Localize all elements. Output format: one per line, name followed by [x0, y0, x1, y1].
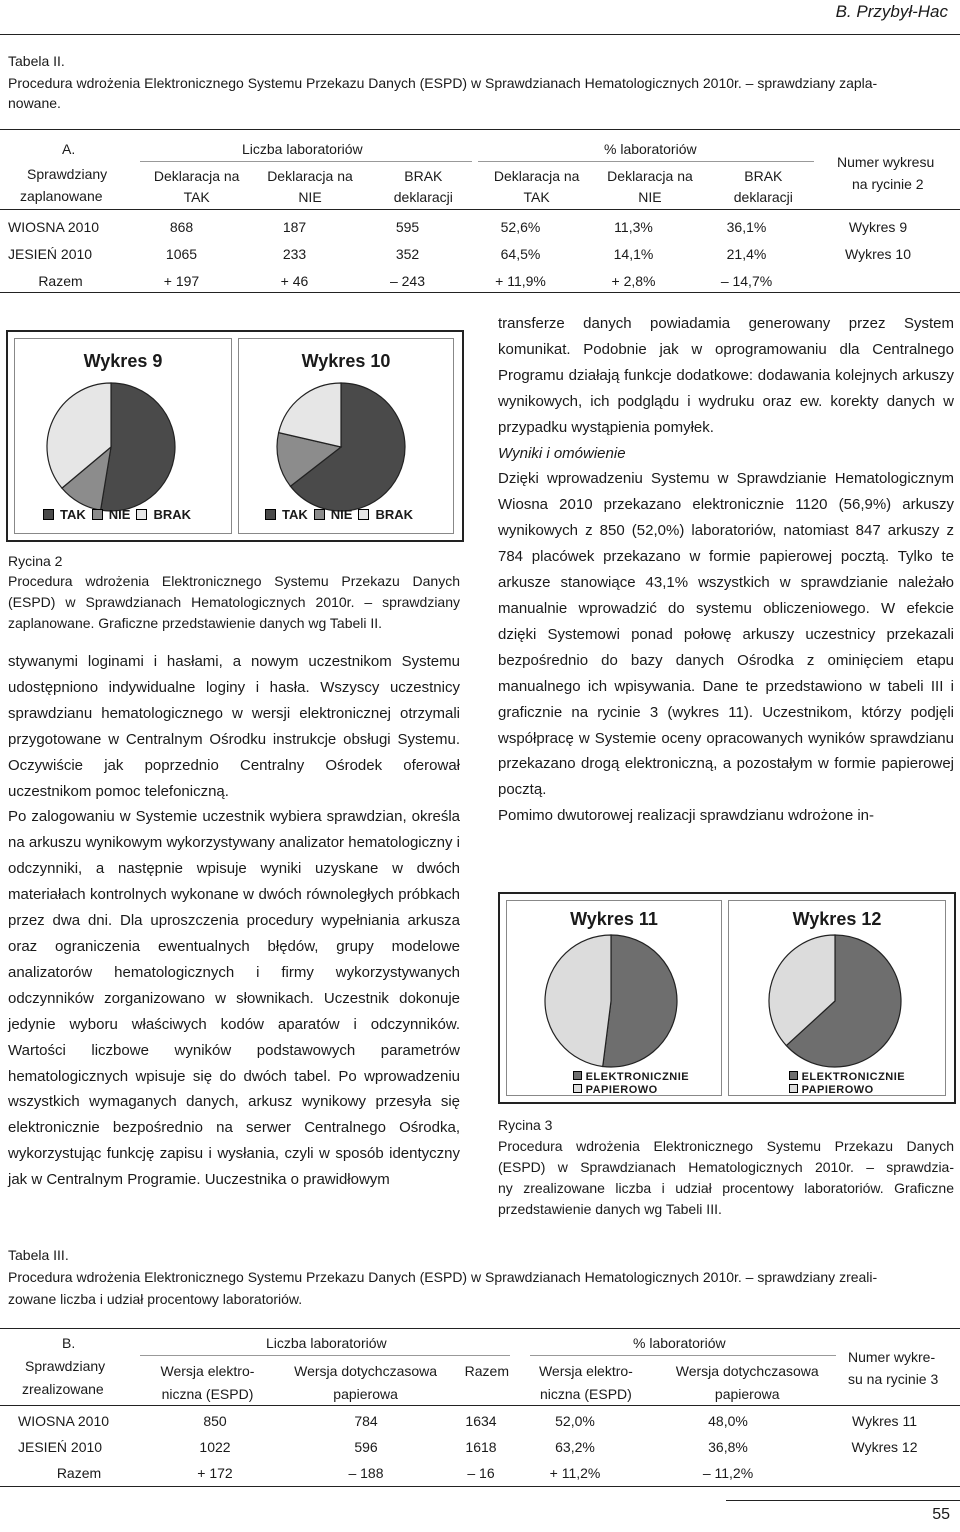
table2-cell: – 243	[389, 272, 426, 289]
table2-col-3b: deklaracji	[393, 188, 453, 205]
table3-cell: + 172	[197, 1465, 233, 1481]
table2-top-rule	[0, 129, 960, 130]
table3-cell: – 188	[348, 1465, 384, 1481]
left-column-text	[8, 649, 460, 1193]
table3-cell: 36,8%	[708, 1439, 748, 1455]
table2-group-rule-pct	[478, 161, 814, 162]
table3-rowhead-2: zrealizowane	[22, 1381, 104, 1397]
table-row	[8, 1408, 953, 1434]
chart-title: Wykres 9	[83, 351, 163, 371]
pie-chart-12	[729, 931, 945, 1071]
table2-col-6a: BRAK	[744, 167, 783, 184]
header-rule	[0, 34, 960, 35]
legend-row	[573, 1084, 689, 1097]
table-row	[8, 1460, 953, 1486]
figure2-frame	[6, 330, 464, 542]
chart-legend	[789, 1071, 905, 1097]
table2-ref	[803, 267, 953, 294]
left-paragraph-1: stywanymi loginami i hasłami, a nowym uczestnikom Systemu udostępniono indywidualne loginy i hasła. Wszyscy uczestnicy sprawdzianu hematologicznego w wersji elektronicznej otrzymali przygotowane w Centralnym Ośrodku instrukcje obsługi Systemu. Oczywiście jak poprzednio Centralny Ośrodek oferował uczestnikom pomoc telefoniczną.	[8, 653, 460, 800]
table2-caption-line1: Procedura wdrożenia Elektronicznego Systemu Przekazu Danych (ESPD) w Sprawdzianach Hematologicznych 2010r. – sprawdziany zapla-	[8, 75, 878, 91]
legend-label: NIE	[330, 507, 353, 522]
table2-cell: + 2,8%	[611, 272, 656, 289]
table2-label: Tabela II.	[8, 53, 65, 69]
table2-col-5b: NIE	[638, 188, 662, 205]
table2-lastcol-2: na rycinie 2	[852, 176, 924, 192]
chart-title: Wykres 11	[570, 909, 658, 929]
table3-cell: 784	[354, 1413, 378, 1429]
table2-cell: 11,3%	[614, 218, 653, 235]
legend-swatch	[789, 1071, 798, 1080]
table2-col-headers	[140, 165, 820, 207]
results-heading: Wyniki i omówienie	[498, 444, 626, 462]
chart-legend	[43, 507, 191, 522]
table2-col-1b: TAK	[183, 188, 210, 205]
table2-col-4a: Deklaracja na	[493, 167, 580, 184]
legend-row	[573, 1071, 689, 1084]
table3-bottom-rule	[0, 1486, 960, 1487]
table2-col-2a: Deklaracja na	[267, 167, 353, 184]
figure3-caption-line3: ny zrealizowane liczba i udział procentowy laboratoriów. Graficzne	[498, 1180, 954, 1196]
legend-swatch	[314, 509, 325, 520]
page-number: 55	[932, 1506, 950, 1523]
footer-rule	[726, 1500, 960, 1501]
table2-rowhead-1: Sprawdziany	[27, 166, 108, 182]
figure2-caption-line3: zaplanowane. Graficzne przedstawienie danych wg Tabeli II.	[8, 615, 383, 631]
table2-lastcol-1: Numer wykresu	[837, 154, 935, 170]
right-column-text	[498, 311, 954, 829]
legend-label: ELEKTRONICZNIE	[801, 1071, 906, 1083]
legend-swatch	[265, 509, 276, 520]
table3-section: B.	[62, 1335, 76, 1351]
chart-title: Wykres 10	[301, 351, 391, 371]
table2-cell: 868	[169, 218, 194, 235]
table2-cell: + 197	[163, 272, 200, 289]
table3-lastcol-2: su na rycinie 3	[848, 1371, 939, 1387]
table2-cell: 352	[395, 245, 420, 262]
figure2-caption-line1: Procedura wdrożenia Elektronicznego Systemu Przekazu Danych	[8, 573, 460, 589]
figure3-label: Rycina 3	[498, 1117, 553, 1133]
legend-swatch	[43, 509, 54, 520]
legend-label: BRAK	[153, 507, 191, 522]
table3-col-2a: Wersja dotychczasowa	[294, 1362, 438, 1379]
pie-chart-9	[15, 377, 231, 517]
table3-row-name: JESIEŃ 2010	[18, 1439, 103, 1455]
legend-swatch	[573, 1071, 582, 1080]
legend-label: ELEKTRONICZNIE	[585, 1071, 690, 1083]
table3-label: Tabela III.	[8, 1247, 69, 1263]
legend-swatch	[573, 1084, 582, 1093]
legend-swatch	[789, 1084, 798, 1093]
table3-group-rule-pct	[530, 1355, 836, 1356]
table2-col-2b: NIE	[298, 188, 322, 205]
table2-group-pct: % laboratoriów	[604, 141, 697, 157]
table2-cell: 36,1%	[726, 218, 767, 235]
chart-panel-12	[728, 900, 946, 1096]
legend-label: PAPIEROWO	[585, 1084, 658, 1096]
chart-panel-9	[14, 338, 232, 534]
table3-group-pct: % laboratoriów	[633, 1335, 726, 1351]
table2-row-name: Razem	[38, 272, 83, 289]
table2-cell: + 46	[280, 272, 309, 289]
table3-row-name: Razem	[56, 1465, 102, 1481]
table3-ref: Wykres 12	[851, 1439, 918, 1455]
table3-col-4b: niczna (ESPD)	[540, 1385, 632, 1402]
table2-caption-line2: nowane.	[8, 95, 61, 111]
right-paragraph-2: Dzięki wprowadzeniu Systemu w Sprawdzianie Hematologicznym Wiosna 2010 przekazano elektronicznie 1120 (56,9%) arkuszy wynikowych z 850 (52,0%) laboratoriów, natomiast 847 arkuszy z 784 placówek przekazano w formie papierowej pocztą. Tylko te arkusze stanowiące 43,1% wszystkich w sprawdzianie należało manualnie wprowadzić do systemu obliczeniowego. W efekcie dzięki Systemowi ponad połowę arkuszy uczestnicy przekazali bezpośrednio do bazy danych Ośrodka z ominięciem etapu manualnego ich wpisywania. Dane te przedstawiono w tabeli III i graficznie na rycinie 3 (wykres 11). Uczestnikom, którzy podjęli współpracę w Systemie oceny opracowanych wyników sprawdzianu przekazano drogą elektroniczną, a pozostałym w formie papierowej pocztą.	[498, 470, 954, 799]
table2-rowhead-2: zaplanowane	[20, 188, 103, 204]
table3-col-5b: papierowa	[714, 1385, 780, 1402]
table3-group-rule-count	[140, 1355, 510, 1356]
table2-body	[8, 213, 953, 294]
table2-header-rule	[0, 209, 960, 210]
table3-col-3a: Razem	[464, 1362, 509, 1379]
table-row	[8, 267, 953, 294]
table3-caption-line1: Procedura wdrożenia Elektronicznego Systemu Przekazu Danych (ESPD) w Sprawdzianach Hematologicznych 2010r. – sprawdziany zreali-	[8, 1269, 878, 1285]
table2-cell: 233	[282, 245, 307, 262]
table2-col-3a: BRAK	[404, 167, 443, 184]
figure3-caption-line1: Procedura wdrożenia Elektronicznego Systemu Przekazu Danych	[498, 1138, 954, 1154]
table3-cell: 1618	[465, 1439, 497, 1455]
running-header-author: B. Przybył-Hac	[835, 2, 948, 21]
pie-slice-tak	[101, 383, 175, 511]
table2-row-name: WIOSNA 2010	[8, 218, 100, 235]
table3-col-1b: niczna (ESPD)	[161, 1385, 254, 1402]
table3-col-headers	[140, 1359, 840, 1405]
table3-cell: + 11,2%	[549, 1465, 601, 1481]
legend-label: BRAK	[375, 507, 413, 522]
table2-col-5a: Deklaracja na	[607, 167, 693, 184]
table3-lastcol-1: Numer wykre-	[848, 1349, 936, 1365]
table3-col-2b: papierowa	[333, 1385, 398, 1402]
table2-ref: Wykres 9	[848, 218, 908, 235]
chart-panel-10	[238, 338, 454, 534]
table3-rowhead-1: Sprawdziany	[25, 1358, 106, 1374]
table2-cell: + 11,9%	[495, 272, 546, 289]
table2-section: A.	[62, 141, 76, 157]
table3-cell: – 16	[467, 1465, 495, 1481]
table3-col-3b	[456, 1382, 517, 1405]
legend-label: TAK	[282, 507, 308, 522]
table2-cell: 1065	[165, 245, 198, 262]
table2-group-count: Liczba laboratoriów	[242, 141, 363, 157]
pie-slice-papierowo	[545, 935, 611, 1066]
table3-group-count: Liczba laboratoriów	[266, 1335, 387, 1351]
chart-title: Wykres 12	[792, 909, 882, 929]
table3-col-1a: Wersja elektro-	[160, 1362, 255, 1379]
left-paragraph-2: Po zalogowaniu w Systemie uczestnik wybiera sprawdzian, określa na arkuszu wynikowym wykorzystywany analizator hematologiczny i odczynniki, a następnie wpisuje wyniki uzyskane w dwóch materiałach kontrolnych wykonane w dwóch równoległych próbkach przez dwa dni. Dla uproszczenia procedury wypełniania arkusza oraz ograniczenia ewentualnych błędów, grupy modelowe analizatorów hematologicznych i firmy wykorzystywanych odczynników zorganizowano w słownikach. Uczestnik dokonuje jedynie wyboru właściwych kodów aparatów i odczynników. Wartości liczbowe wyników podstawowych parametrów hematologicznych wpisuje się do dwóch tabel. Po wprowadzeniu wszystkich wymaganych danych, arkusz wynikowy przesyła się elektronicznie bezpośrednio na serwer Centralnego Ośrodka, wykorzystując funkcję zapisu i wysłania, czyli w sposób identyczny jak w Centralnym Programie. Uuczestnika o prawidłowym	[8, 808, 460, 1189]
table3-top-rule	[0, 1328, 960, 1329]
table3-body	[8, 1408, 953, 1486]
table3-cell: 850	[203, 1413, 227, 1429]
table3-ref: Wykres 11	[852, 1413, 917, 1429]
legend-row	[789, 1071, 905, 1084]
table2-cell: 187	[282, 218, 307, 235]
table3-cell: 1634	[465, 1413, 497, 1429]
table-row	[8, 213, 953, 240]
table3-caption-line2: zowane liczba i udział procentowy laboratoriów.	[8, 1291, 303, 1307]
legend-swatch	[92, 509, 103, 520]
pie-chart-10	[239, 377, 453, 517]
figure2-caption-line2: (ESPD) w Sprawdzianach Hematologicznych 2010r. – sprawdziany	[8, 594, 460, 610]
table2-cell: 14,1%	[613, 245, 654, 262]
table-row	[8, 1434, 953, 1460]
chart-legend	[265, 507, 413, 522]
table3-cell: 1022	[199, 1439, 231, 1455]
legend-label: TAK	[60, 507, 86, 522]
table3-ref	[816, 1460, 953, 1486]
pie-chart-11	[507, 931, 721, 1071]
table3-row-name: WIOSNA 2010	[18, 1413, 110, 1429]
table2-cell: 64,5%	[500, 245, 541, 262]
table3-cell: 48,0%	[708, 1413, 748, 1429]
table2-cell: – 14,7%	[720, 272, 773, 289]
figure3-caption-line2: (ESPD) w Sprawdzianach Hematologicznych 2010r. – sprawdzia-	[498, 1159, 954, 1175]
legend-swatch	[358, 509, 369, 520]
table2-cell: 595	[395, 218, 420, 235]
table3-cell: – 11,2%	[702, 1465, 754, 1481]
legend-row	[789, 1084, 905, 1097]
table3-header-rule	[0, 1405, 960, 1406]
figure3-frame	[498, 892, 956, 1104]
legend-label: PAPIEROWO	[801, 1084, 874, 1096]
table2-cell: 52,6%	[500, 218, 541, 235]
table2-col-6b: deklaracji	[733, 188, 793, 205]
table2-ref: Wykres 10	[844, 245, 911, 262]
figure2-label: Rycina 2	[8, 553, 63, 569]
table2-col-1a: Deklaracja na	[153, 167, 240, 184]
table-row	[8, 240, 953, 267]
chart-panel-11	[506, 900, 722, 1096]
table3-cell: 596	[354, 1439, 378, 1455]
table3-cell: 52,0%	[555, 1413, 595, 1429]
right-paragraph-3: Pomimo dwutorowej realizacji sprawdzianu wdrożone in-	[498, 807, 874, 825]
table2-row-name: JESIEŃ 2010	[8, 245, 93, 262]
table2-group-rule-count	[140, 161, 472, 162]
table3-cell: 63,2%	[555, 1439, 595, 1455]
legend-label: NIE	[108, 507, 131, 522]
chart-legend	[573, 1071, 689, 1097]
legend-swatch	[136, 509, 147, 520]
table2-col-4b: TAK	[523, 188, 550, 205]
table3-col-4a: Wersja elektro-	[538, 1362, 633, 1379]
right-paragraph-1: transferze danych powiadamia generowany przez System komunikat. Podobnie jak w oprogramowaniu dla Centralnego Programu działają funkcje dodatkowe: dodawania kolejnych arkuszy wynikowych, ich podglądu i wydruku oraz ew. korekty danych w przypadku wystąpienia pomyłek.	[498, 315, 954, 436]
figure3-caption-line4: przedstawienie danych wg Tabeli III.	[498, 1201, 722, 1217]
pie-slice-elektronicznie	[603, 935, 677, 1067]
table3-col-5a: Wersja dotychczasowa	[675, 1362, 819, 1379]
table2-cell: 21,4%	[726, 245, 767, 262]
